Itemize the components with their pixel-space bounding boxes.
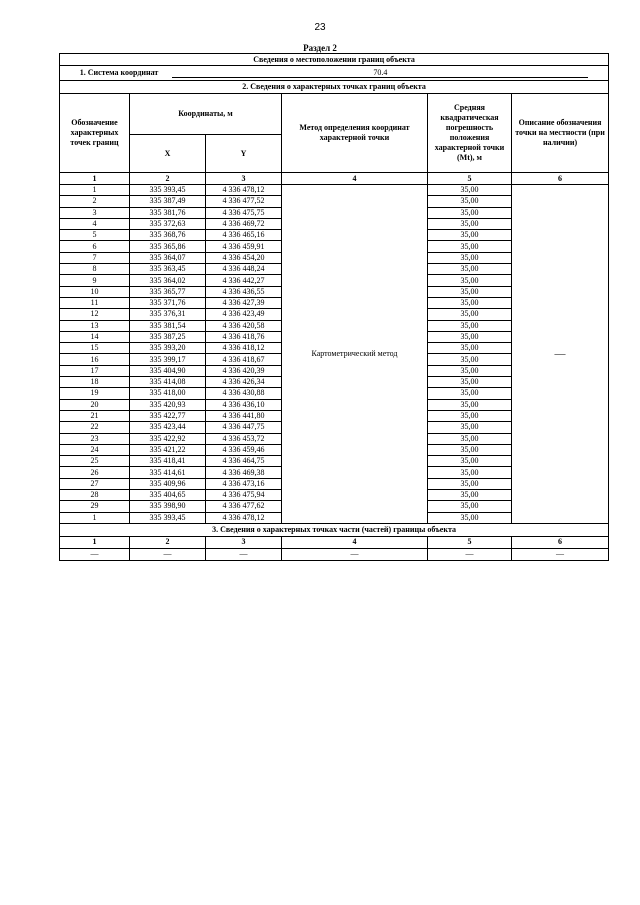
point-accuracy: 35,00 [428, 196, 512, 207]
boundary-table [59, 53, 609, 561]
point-x: 335 376,31 [130, 309, 206, 320]
coord-system-row [60, 66, 609, 81]
point-number: 25 [60, 456, 130, 467]
point-y: 4 336 442,27 [206, 275, 282, 286]
point-number: 29 [60, 501, 130, 512]
point-y: 4 336 475,75 [206, 207, 282, 218]
section3-value: — [60, 548, 130, 560]
point-accuracy: 35,00 [428, 343, 512, 354]
column-number: 5 [428, 173, 512, 185]
point-x: 335 422,77 [130, 410, 206, 421]
point-x: 335 364,07 [130, 252, 206, 263]
section3-value: — [130, 548, 206, 560]
table-row [60, 185, 609, 196]
point-accuracy: 35,00 [428, 422, 512, 433]
section3-data-row [60, 548, 609, 560]
header-x: X [130, 135, 206, 173]
point-accuracy: 35,00 [428, 501, 512, 512]
point-x: 335 420,93 [130, 399, 206, 410]
section2-title: 2. Сведения о характерных точках границ объекта [60, 81, 609, 94]
point-y: 4 336 436,55 [206, 286, 282, 297]
point-accuracy: 35,00 [428, 490, 512, 501]
point-number: 1 [60, 512, 130, 523]
point-number: 17 [60, 365, 130, 376]
point-x: 335 393,45 [130, 185, 206, 196]
column-number: 2 [130, 173, 206, 185]
point-y: 4 336 469,38 [206, 467, 282, 478]
point-x: 335 421,22 [130, 444, 206, 455]
point-y: 4 336 441,80 [206, 410, 282, 421]
point-number: 26 [60, 467, 130, 478]
point-accuracy: 35,00 [428, 512, 512, 523]
point-accuracy: 35,00 [428, 410, 512, 421]
point-accuracy: 35,00 [428, 275, 512, 286]
column-number: 3 [206, 173, 282, 185]
point-accuracy: 35,00 [428, 354, 512, 365]
point-x: 335 364,02 [130, 275, 206, 286]
point-x: 335 372,63 [130, 218, 206, 229]
header-description: Описание обозначения точки на местности (при наличии) [512, 94, 609, 173]
table-title: Сведения о местоположении границ объекта [60, 54, 609, 66]
point-y: 4 336 459,91 [206, 241, 282, 252]
point-x: 335 363,45 [130, 264, 206, 275]
point-y: 4 336 478,12 [206, 512, 282, 523]
point-number: 15 [60, 343, 130, 354]
point-accuracy: 35,00 [428, 309, 512, 320]
point-y: 4 336 478,12 [206, 185, 282, 196]
point-accuracy: 35,00 [428, 444, 512, 455]
method-value: Картометрический метод [282, 185, 428, 524]
point-accuracy: 35,00 [428, 467, 512, 478]
point-accuracy: 35,00 [428, 286, 512, 297]
point-y: 4 336 430,88 [206, 388, 282, 399]
point-x: 335 365,86 [130, 241, 206, 252]
point-number: 13 [60, 320, 130, 331]
point-accuracy: 35,00 [428, 264, 512, 275]
point-y: 4 336 426,34 [206, 377, 282, 388]
point-x: 335 365,77 [130, 286, 206, 297]
point-number: 2 [60, 196, 130, 207]
point-y: 4 336 464,75 [206, 456, 282, 467]
point-accuracy: 35,00 [428, 433, 512, 444]
point-y: 4 336 418,12 [206, 343, 282, 354]
point-number: 27 [60, 478, 130, 489]
column-number: 1 [60, 536, 130, 548]
point-y: 4 336 459,46 [206, 444, 282, 455]
description-value: — [512, 185, 609, 524]
point-x: 335 387,25 [130, 331, 206, 342]
point-number: 19 [60, 388, 130, 399]
header-accuracy: Средняя квадратическая погрешность положения характерной точки (Mt), м [428, 94, 512, 173]
column-number: 5 [428, 536, 512, 548]
point-accuracy: 35,00 [428, 320, 512, 331]
section3-value: — [206, 548, 282, 560]
section3-value: — [282, 548, 428, 560]
point-x: 335 368,76 [130, 230, 206, 241]
point-accuracy: 35,00 [428, 297, 512, 308]
column-number: 1 [60, 173, 130, 185]
point-number: 11 [60, 297, 130, 308]
coord-system-value: 70.4 [172, 68, 588, 78]
point-accuracy: 35,00 [428, 252, 512, 263]
point-y: 4 336 420,39 [206, 365, 282, 376]
point-accuracy: 35,00 [428, 185, 512, 196]
point-x: 335 393,45 [130, 512, 206, 523]
header-method: Метод определения координат характерной точки [282, 94, 428, 173]
point-y: 4 336 447,75 [206, 422, 282, 433]
point-accuracy: 35,00 [428, 331, 512, 342]
column-number: 4 [282, 173, 428, 185]
point-accuracy: 35,00 [428, 230, 512, 241]
header-point-label: Обозначение характерных точек границ [60, 94, 130, 173]
point-x: 335 387,49 [130, 196, 206, 207]
point-number: 5 [60, 230, 130, 241]
point-x: 335 418,41 [130, 456, 206, 467]
point-y: 4 336 469,72 [206, 218, 282, 229]
point-y: 4 336 477,52 [206, 196, 282, 207]
section-heading: Раздел 2 [303, 43, 337, 53]
point-number: 8 [60, 264, 130, 275]
point-number: 21 [60, 410, 130, 421]
point-accuracy: 35,00 [428, 478, 512, 489]
point-number: 14 [60, 331, 130, 342]
point-y: 4 336 420,58 [206, 320, 282, 331]
point-accuracy: 35,00 [428, 207, 512, 218]
point-number: 28 [60, 490, 130, 501]
point-number: 7 [60, 252, 130, 263]
coord-system-label: 1. Система координат [79, 68, 159, 77]
point-y: 4 336 436,10 [206, 399, 282, 410]
point-accuracy: 35,00 [428, 365, 512, 376]
page-number: 23 [314, 22, 326, 33]
point-x: 335 414,08 [130, 377, 206, 388]
point-number: 20 [60, 399, 130, 410]
point-y: 4 336 473,16 [206, 478, 282, 489]
column-number: 3 [206, 536, 282, 548]
point-y: 4 336 465,16 [206, 230, 282, 241]
point-accuracy: 35,00 [428, 377, 512, 388]
point-x: 335 422,92 [130, 433, 206, 444]
column-number: 2 [130, 536, 206, 548]
point-x: 335 404,65 [130, 490, 206, 501]
point-y: 4 336 454,20 [206, 252, 282, 263]
section3-value: — [512, 548, 609, 560]
column-number: 6 [512, 536, 609, 548]
column-numbers-row [60, 173, 609, 185]
point-number: 22 [60, 422, 130, 433]
point-number: 16 [60, 354, 130, 365]
point-number: 1 [60, 185, 130, 196]
point-y: 4 336 418,76 [206, 331, 282, 342]
point-x: 335 398,90 [130, 501, 206, 512]
column-number: 6 [512, 173, 609, 185]
section3-title: 3. Сведения о характерных точках части (частей) границы объекта [60, 523, 609, 536]
section3-value: — [428, 548, 512, 560]
point-x: 335 423,44 [130, 422, 206, 433]
point-x: 335 381,54 [130, 320, 206, 331]
point-number: 10 [60, 286, 130, 297]
point-number: 23 [60, 433, 130, 444]
point-y: 4 336 423,49 [206, 309, 282, 320]
point-accuracy: 35,00 [428, 456, 512, 467]
point-x: 335 404,90 [130, 365, 206, 376]
point-number: 3 [60, 207, 130, 218]
point-accuracy: 35,00 [428, 241, 512, 252]
point-x: 335 409,96 [130, 478, 206, 489]
header-coords: Координаты, м [130, 94, 282, 135]
point-x: 335 418,00 [130, 388, 206, 399]
section3-column-numbers-row [60, 536, 609, 548]
point-accuracy: 35,00 [428, 388, 512, 399]
point-y: 4 336 427,39 [206, 297, 282, 308]
point-accuracy: 35,00 [428, 399, 512, 410]
point-y: 4 336 477,62 [206, 501, 282, 512]
point-number: 6 [60, 241, 130, 252]
point-y: 4 336 418,67 [206, 354, 282, 365]
point-number: 24 [60, 444, 130, 455]
point-x: 335 381,76 [130, 207, 206, 218]
point-y: 4 336 448,24 [206, 264, 282, 275]
point-x: 335 399,17 [130, 354, 206, 365]
column-number: 4 [282, 536, 428, 548]
point-y: 4 336 453,72 [206, 433, 282, 444]
point-number: 4 [60, 218, 130, 229]
point-y: 4 336 475,94 [206, 490, 282, 501]
point-number: 12 [60, 309, 130, 320]
point-x: 335 414,61 [130, 467, 206, 478]
point-x: 335 393,20 [130, 343, 206, 354]
point-accuracy: 35,00 [428, 218, 512, 229]
point-x: 335 371,76 [130, 297, 206, 308]
point-number: 9 [60, 275, 130, 286]
point-number: 18 [60, 377, 130, 388]
header-y: Y [206, 135, 282, 173]
